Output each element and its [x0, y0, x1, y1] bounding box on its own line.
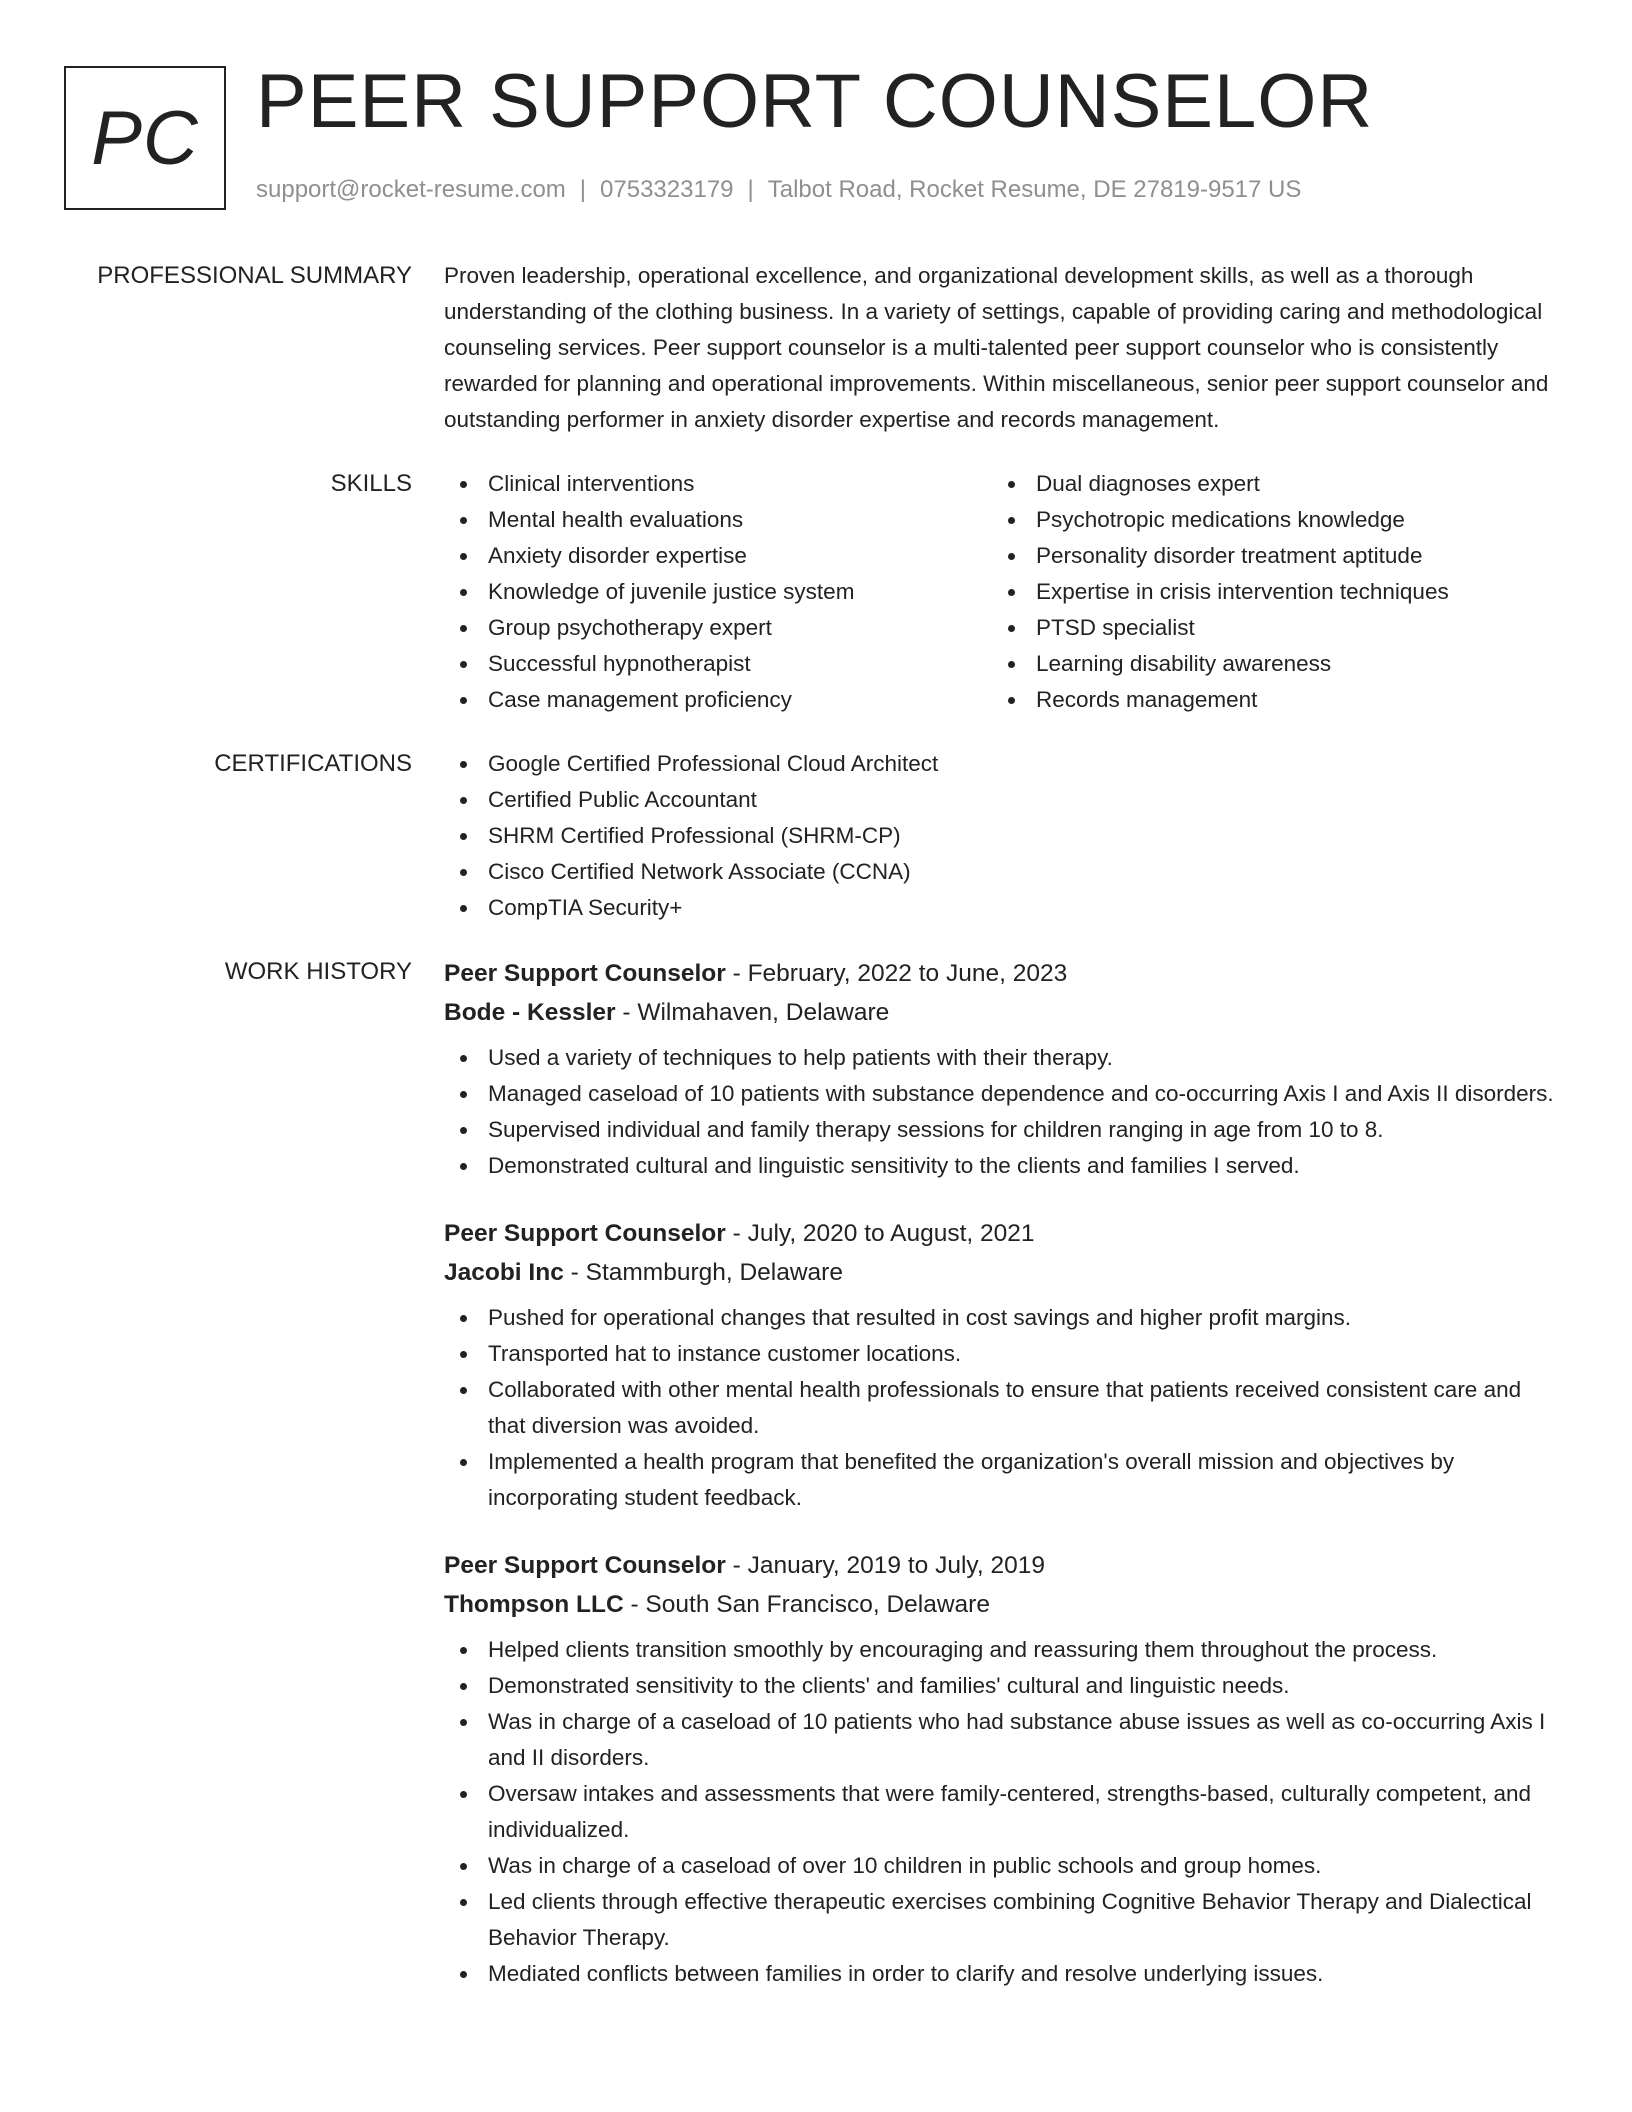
- skills-list-right: [992, 466, 1540, 718]
- job-bullet: Demonstrated cultural and linguistic sensitivity to the clients and families I served.: [444, 1148, 1554, 1184]
- work-history-body: [444, 954, 1554, 2022]
- job-bullet: Demonstrated sensitivity to the clients' and families' cultural and linguistic needs.: [444, 1668, 1554, 1704]
- job-bullet: Oversaw intakes and assessments that were family-centered, strengths-based, culturally competent, and individualized.: [444, 1776, 1554, 1848]
- certification-item: Google Certified Professional Cloud Architect: [444, 746, 1554, 782]
- skill-item: PTSD specialist: [992, 610, 1540, 646]
- page-title: PEER SUPPORT COUNSELOR: [256, 59, 1374, 144]
- contact-separator: |: [747, 176, 754, 203]
- skill-item: Records management: [992, 682, 1540, 718]
- job-company-line: [444, 1585, 1554, 1624]
- summary-section: [0, 258, 1632, 438]
- job-bullet: Led clients through effective therapeutic exercises combining Cognitive Behavior Therapy and Dialectical Behavior Therapy.: [444, 1884, 1554, 1956]
- job-bullet: Was in charge of a caseload of 10 patients who had substance abuse issues as well as co-occurring Axis I and II disorders.: [444, 1704, 1554, 1776]
- job-bullets: [444, 1040, 1554, 1184]
- job-location: - Wilmahaven, Delaware: [615, 999, 890, 1026]
- job-bullet: Used a variety of techniques to help patients with their therapy.: [444, 1040, 1554, 1076]
- job-bullet: Transported hat to instance customer locations.: [444, 1336, 1554, 1372]
- skills-columns: [444, 466, 1554, 718]
- job-title: Peer Support Counselor: [444, 1220, 726, 1247]
- job-title-line: [444, 1214, 1554, 1253]
- job-title-line: [444, 954, 1554, 993]
- job-bullet: Pushed for operational changes that resulted in cost savings and higher profit margins.: [444, 1300, 1554, 1336]
- certification-item: Cisco Certified Network Associate (CCNA): [444, 854, 1554, 890]
- skill-item: Learning disability awareness: [992, 646, 1540, 682]
- job-company-line: [444, 1253, 1554, 1292]
- job-dates: - July, 2020 to August, 2021: [725, 1220, 1035, 1247]
- job-entry: [444, 1214, 1554, 1516]
- job-company-line: [444, 993, 1554, 1032]
- contact-line: [256, 176, 1301, 204]
- certifications-section: [0, 746, 1632, 926]
- skill-item: Expertise in crisis intervention techniques: [992, 574, 1540, 610]
- job-company: Thompson LLC: [444, 1591, 624, 1618]
- job-bullets: [444, 1632, 1554, 1992]
- job-company: Jacobi Inc: [444, 1259, 564, 1286]
- job-title-line: [444, 1546, 1554, 1585]
- summary-heading: PROFESSIONAL SUMMARY: [97, 262, 412, 289]
- skill-item: Clinical interventions: [444, 466, 992, 502]
- certifications-heading: CERTIFICATIONS: [214, 750, 412, 777]
- certification-item: CompTIA Security+: [444, 890, 1554, 926]
- skills-list-left: [444, 466, 992, 718]
- job-bullet: Supervised individual and family therapy sessions for children ranging in age from 10 to 8.: [444, 1112, 1554, 1148]
- job-bullet: Implemented a health program that benefited the organization's overall mission and objectives by incorporating student feedback.: [444, 1444, 1554, 1516]
- job-dates: - January, 2019 to July, 2019: [725, 1552, 1045, 1579]
- job-title: Peer Support Counselor: [444, 1552, 726, 1579]
- skill-item: Knowledge of juvenile justice system: [444, 574, 992, 610]
- job-title: Peer Support Counselor: [444, 960, 726, 987]
- summary-text: Proven leadership, operational excellence, and organizational development skills, as well as a thorough understanding of the clothing business. In a variety of settings, capable of providing caring and methodological counseling services. Peer support counselor is a multi-talented peer support counselor who is consistently rewarded for planning and operational improvements. Within miscellaneous, senior peer support counselor and outstanding performer in anxiety disorder expertise and records management.: [444, 263, 1549, 432]
- job-bullet: Collaborated with other mental health professionals to ensure that patients received consistent care and that diversion was avoided.: [444, 1372, 1554, 1444]
- job-bullet: Was in charge of a caseload of over 10 children in public schools and group homes.: [444, 1848, 1554, 1884]
- job-entry: [444, 954, 1554, 1184]
- monogram-initials: PC: [91, 95, 199, 181]
- certification-item: SHRM Certified Professional (SHRM-CP): [444, 818, 1554, 854]
- job-entry: [444, 1546, 1554, 1992]
- contact-email: support@rocket-resume.com: [256, 176, 566, 203]
- skill-item: Personality disorder treatment aptitude: [992, 538, 1540, 574]
- certifications-list: [444, 746, 1554, 926]
- skill-item: Group psychotherapy expert: [444, 610, 992, 646]
- contact-address: Talbot Road, Rocket Resume, DE 27819-9517 US: [767, 176, 1302, 203]
- skill-item: Dual diagnoses expert: [992, 466, 1540, 502]
- skill-item: Successful hypnotherapist: [444, 646, 992, 682]
- monogram-box: [64, 66, 226, 210]
- contact-phone: 0753323179: [600, 176, 734, 203]
- skill-item: Psychotropic medications knowledge: [992, 502, 1540, 538]
- job-company: Bode - Kessler: [444, 999, 616, 1026]
- skill-item: Case management proficiency: [444, 682, 992, 718]
- skills-heading: SKILLS: [330, 470, 412, 497]
- resume-body: [0, 258, 1632, 2050]
- job-dates: - February, 2022 to June, 2023: [725, 960, 1068, 987]
- work-history-section: [0, 954, 1632, 2022]
- job-bullet: Helped clients transition smoothly by encouraging and reassuring them throughout the process.: [444, 1632, 1554, 1668]
- certification-item: Certified Public Accountant: [444, 782, 1554, 818]
- job-location: - South San Francisco, Delaware: [623, 1591, 990, 1618]
- work-history-heading: WORK HISTORY: [224, 958, 412, 985]
- skill-item: Mental health evaluations: [444, 502, 992, 538]
- certifications-body: [444, 746, 1554, 926]
- skills-section: [0, 466, 1632, 718]
- job-bullets: [444, 1300, 1554, 1516]
- job-bullet: Mediated conflicts between families in order to clarify and resolve underlying issues.: [444, 1956, 1554, 1992]
- contact-separator: |: [579, 176, 587, 203]
- skill-item: Anxiety disorder expertise: [444, 538, 992, 574]
- job-bullet: Managed caseload of 10 patients with substance dependence and co-occurring Axis I and Axis II disorders.: [444, 1076, 1554, 1112]
- job-location: - Stammburgh, Delaware: [563, 1259, 843, 1286]
